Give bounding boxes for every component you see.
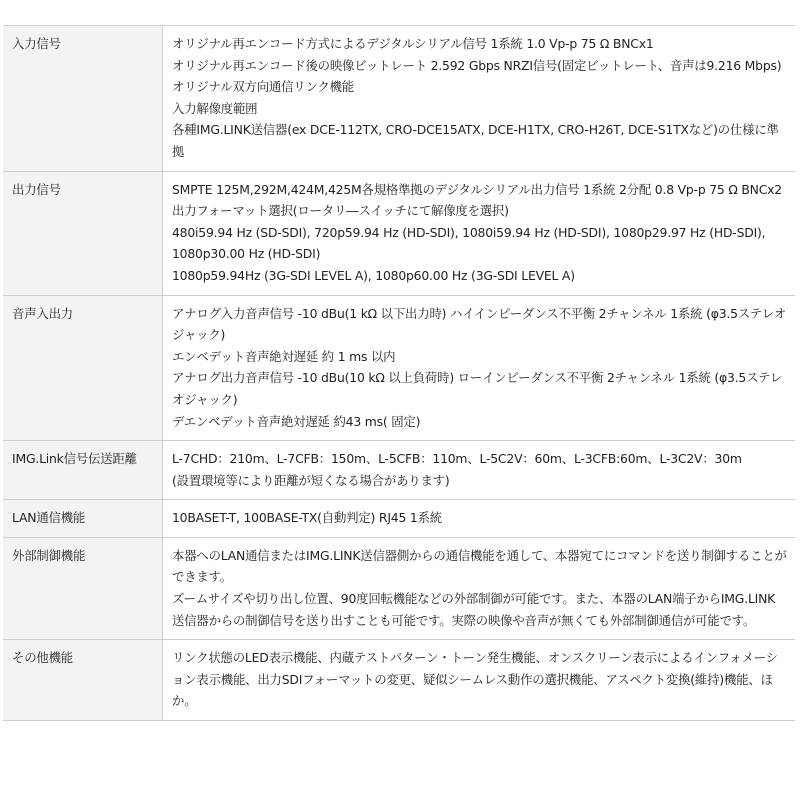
spec-row-external-control: [3, 537, 795, 639]
spec-label: LAN通信機能: [3, 500, 163, 538]
spec-line: SMPTE 125M,292M,424M,425M各規格準拠のデジタルシリアル出力信号 1系統 2分配 0.8 Vp-p 75 Ω BNCx2: [172, 181, 782, 197]
spec-line: 本器へのLAN通信またはIMG.LINK送信器側からの通信機能を通して、本器宛てにコマンドを送り制御することができます。: [172, 547, 787, 585]
spec-line: オリジナル再エンコード後の映像ビットレート 2.592 Gbps NRZI信号(固定ビットレート、音声は9.216 Mbps): [172, 57, 782, 73]
spec-line: オリジナル双方向通信リンク機能: [172, 79, 354, 95]
spec-line: リンク状態のLED表示機能、内蔵テストパターン・トーン発生機能、オンスクリーン表示によるインフォメーション表示機能、出力SDIフォーマットの変更、疑似シームレス動作の選択機能、アスペクト変換(維持)機能、ほか。: [172, 650, 778, 709]
spec-row-transmission-distance: [3, 441, 795, 500]
spec-label: その他機能: [3, 640, 163, 721]
spec-line: オリジナル再エンコード方式によるデジタルシリアル信号 1系統 1.0 Vp-p 75 Ω BNCx1: [172, 36, 654, 51]
spec-line: エンベデット音声絶対遅延 約 1 ms 以内: [172, 348, 396, 364]
spec-line: 各種IMG.LINK送信器(ex DCE-112TX, CRO-DCE15ATX, DCE-H1TX, CRO-H26T, DCE-S1TXなど)の仕様に準拠: [172, 122, 779, 159]
spec-line: (設置環境等により距離が短くなる場合があります): [172, 472, 450, 488]
spec-row-input-signal: [3, 26, 795, 172]
spec-row-other-functions: [3, 640, 795, 721]
spec-row-output-signal: [3, 171, 795, 295]
spec-row-audio-io: [3, 295, 795, 441]
spec-label: 入力信号: [3, 26, 163, 172]
spec-line: ズームサイズや切り出し位置、90度回転機能などの外部制御が可能です。また、本器のLAN端子からIMG.LINK送信器からの制御信号を送り出すことも可能です。実際の映像や音声が無くても外部制御通信が可能です。: [172, 591, 776, 628]
spec-line: 1080p59.94Hz (3G-SDI LEVEL A), 1080p60.00 Hz (3G-SDI LEVEL A): [172, 267, 575, 283]
spec-value: [163, 441, 796, 500]
spec-table: [3, 25, 795, 721]
spec-line: 10BASET-T, 100BASE-TX(自動判定) RJ45 1系統: [172, 510, 442, 526]
spec-line: アナログ入力音声信号 -10 dBu(1 kΩ 以下出力時) ハイインピーダンス不平衡 2チャンネル 1系統 (φ3.5ステレオジャック): [172, 305, 787, 343]
spec-label: IMG.Link信号伝送距離: [3, 441, 163, 500]
spec-line: アナログ出力音声信号 -10 dBu(10 kΩ 以上負荷時) ローインピーダンス不平衡 2チャンネル 1系統 (φ3.5ステレオジャック): [172, 370, 783, 407]
spec-line: 480i59.94 Hz (SD-SDI), 720p59.94 Hz (HD-SDI), 1080i59.94 Hz (HD-SDI), 1080p29.97 Hz (HD-SDI), 1080p30.00 Hz (HD-SDI): [172, 224, 766, 262]
spec-value: [163, 295, 796, 441]
spec-value: [163, 26, 796, 172]
spec-label: 出力信号: [3, 171, 163, 295]
spec-line: 入力解像度範囲: [172, 100, 258, 116]
spec-line: 出力フォーマット選択(ロータリ―スイッチにて解像度を選択): [172, 203, 509, 219]
spec-label: 外部制御機能: [3, 537, 163, 639]
spec-label: 音声入出力: [3, 295, 163, 441]
spec-value: [163, 171, 796, 295]
spec-row-lan: [3, 500, 795, 538]
spec-value: [163, 537, 796, 639]
spec-value: [163, 640, 796, 721]
spec-line: L-7CHD：210m、L-7CFB：150m、L-5CFB：110m、L-5C2V：60m、L-3CFB:60m、L-3C2V：30m: [172, 451, 742, 467]
spec-value: [163, 500, 796, 538]
spec-line: デエンベデット音声絶対遅延 約43 ms( 固定): [172, 413, 421, 429]
